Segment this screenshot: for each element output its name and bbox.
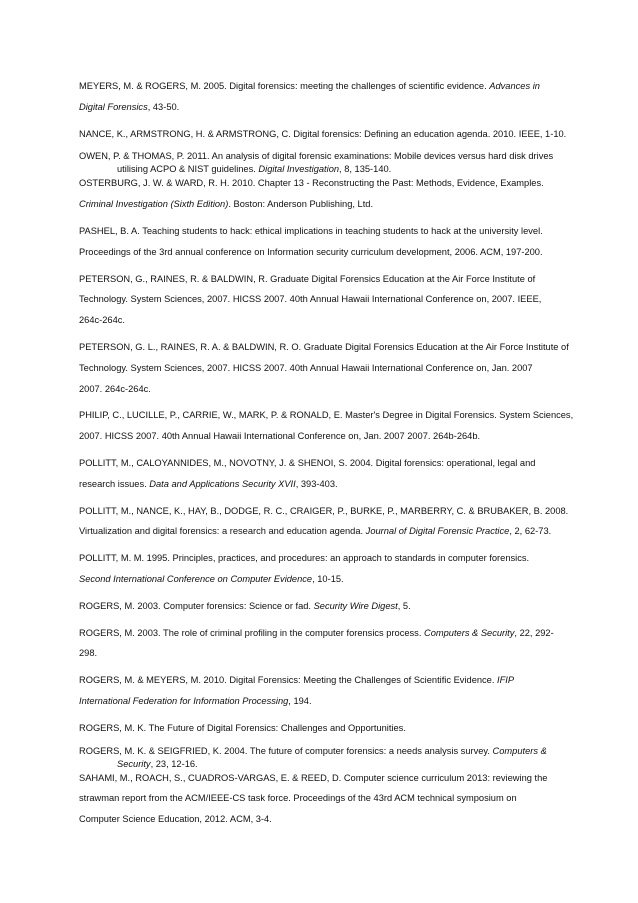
reference-line bbox=[79, 745, 559, 758]
reference-entry bbox=[79, 124, 567, 145]
reference-line bbox=[79, 124, 567, 145]
reference-line bbox=[79, 623, 559, 644]
reference-text: research issues. bbox=[79, 478, 150, 489]
reference-line bbox=[79, 269, 559, 290]
reference-line bbox=[79, 289, 559, 310]
italic-title-text: Criminal Investigation (Sixth Edition) bbox=[79, 199, 229, 210]
italic-title-text: Security bbox=[117, 758, 151, 769]
reference-text: OSTERBURG, J. W. & WARD, R. H. 2010. Chapter 13 - Reconstructing the Past: Methods, Evidence, Examples. bbox=[79, 178, 544, 189]
reference-text: SAHAMI, M., ROACH, S., CUADROS-VARGAS, E. & REED, D. Computer science curriculum 2013: reviewing the bbox=[79, 772, 548, 783]
reference-line bbox=[79, 358, 559, 379]
italic-title-text: Second International Conference on Computer Evidence bbox=[79, 573, 313, 584]
reference-entry bbox=[79, 768, 559, 830]
reference-text: Proceedings of the 3rd annual conference on Information security curriculum development, 2006. ACM, 197-200. bbox=[79, 246, 543, 257]
reference-text: MEYERS, M. & ROGERS, M. 2005. Digital forensics: meeting the challenges of scientific evidence. bbox=[79, 81, 490, 91]
reference-text: ROGERS, M. 2003. The role of criminal profiling in the computer forensics process. bbox=[79, 627, 424, 638]
italic-title-text: Journal of Digital Forensic Practice bbox=[365, 526, 510, 537]
reference-text: utilising ACPO & NIST guidelines. bbox=[117, 164, 259, 175]
italic-title-text: Computers & Security bbox=[424, 627, 515, 638]
reference-line bbox=[79, 691, 559, 712]
reference-line bbox=[79, 718, 559, 739]
reference-line bbox=[79, 150, 559, 163]
reference-text: Technology. System Sciences, 2007. HICSS 2007. 40th Annual Hawaii International Conference on, Jan. 2007 bbox=[79, 362, 533, 373]
reference-text: 2007. HICSS 2007. 40th Annual Hawaii International Conference on, Jan. 2007 2007. 264b-264b. bbox=[79, 431, 481, 442]
reference-text: , 8, 135-140. bbox=[339, 164, 392, 175]
reference-text: ROGERS, M. K. The Future of Digital Forensics: Challenges and Opportunities. bbox=[79, 722, 406, 733]
reference-line bbox=[79, 569, 559, 590]
reference-text: PHILIP, C., LUCILLE, P., CARRIE, W., MARK, P. & RONALD, E. Master's Degree in Digital Forensics. System Sciences, bbox=[79, 410, 574, 421]
italic-title-text: Digital Forensics bbox=[79, 101, 148, 112]
reference-text: , 22, 292- bbox=[514, 627, 554, 638]
reference-text: POLLITT, M., NANCE, K., HAY, B., DODGE, R. C., CRAIGER, P., BURKE, P., MARBERRY, C. & BRUBAKER, B. 2008. bbox=[79, 505, 569, 516]
reference-text: 2007. 264c-264c. bbox=[79, 383, 151, 394]
reference-line bbox=[79, 76, 559, 97]
reference-line bbox=[79, 426, 559, 447]
reference-text: POLLITT, M. M. 1995. Principles, practices, and procedures: an approach to standards in computer forensics. bbox=[79, 553, 530, 564]
reference-line bbox=[79, 405, 574, 426]
reference-entry bbox=[79, 501, 569, 543]
reference-text: 298. bbox=[79, 648, 98, 659]
reference-text: PASHEL, B. A. Teaching students to hack: ethical implications in teaching students to hack at the university level. bbox=[79, 225, 543, 236]
reference-text: , 23, 12-16. bbox=[150, 758, 198, 769]
reference-text: . Boston: Anderson Publishing, Ltd. bbox=[228, 199, 374, 210]
reference-entry bbox=[79, 405, 574, 447]
reference-line bbox=[79, 596, 559, 617]
reference-text: NANCE, K., ARMSTRONG, H. & ARMSTRONG, C. Digital forensics: Defining an education agenda. 2010. IEEE, 1-10. bbox=[79, 128, 567, 139]
reference-text: , 2, 62-73. bbox=[509, 526, 552, 537]
reference-entry bbox=[79, 548, 559, 590]
reference-entry bbox=[79, 269, 559, 331]
reference-line bbox=[79, 97, 559, 118]
reference-text: OWEN, P. & THOMAS, P. 2011. An analysis of digital forensic examinations: Mobile devices versus hard disk drives bbox=[79, 151, 554, 162]
italic-title-text: Data and Applications Security XVII bbox=[149, 478, 296, 489]
reference-line bbox=[79, 194, 559, 215]
reference-line bbox=[79, 173, 559, 194]
reference-entry bbox=[79, 221, 559, 263]
reference-line bbox=[79, 521, 559, 542]
reference-line bbox=[79, 453, 559, 474]
italic-title-text: Digital Investigation bbox=[258, 164, 340, 175]
reference-entry bbox=[79, 718, 559, 739]
reference-line bbox=[79, 337, 569, 358]
reference-text: Technology. System Sciences, 2007. HICSS 2007. 40th Annual Hawaii International Conference on, 2007. IEEE, bbox=[79, 294, 542, 305]
reference-text: ROGERS, M. & MEYERS, M. 2010. Digital Forensics: Meeting the Challenges of Scientific Evidence. bbox=[79, 675, 498, 686]
reference-text: Virtualization and digital forensics: a research and education agenda. bbox=[79, 526, 366, 537]
reference-line bbox=[79, 768, 559, 789]
reference-line bbox=[79, 379, 559, 400]
reference-list bbox=[79, 76, 574, 836]
reference-text: PETERSON, G. L., RAINES, R. A. & BALDWIN, R. O. Graduate Digital Forensics Education at the Air Force Institute of bbox=[79, 341, 569, 352]
italic-title-text: Computers & bbox=[492, 745, 547, 756]
reference-line bbox=[79, 501, 569, 522]
italic-title-text: International Federation for Information Processing bbox=[79, 695, 289, 706]
reference-line bbox=[79, 548, 559, 569]
reference-line bbox=[79, 474, 559, 495]
reference-entry bbox=[79, 337, 569, 399]
reference-text: 264c-264c. bbox=[79, 315, 125, 326]
reference-text: , 5. bbox=[397, 600, 411, 611]
reference-text: PETERSON, G., RAINES, R. & BALDWIN, R. Graduate Digital Forensics Education at the Air Force Institute of bbox=[79, 273, 536, 284]
reference-entry bbox=[79, 670, 559, 712]
reference-entry bbox=[79, 76, 559, 118]
reference-line bbox=[79, 670, 559, 691]
reference-entry bbox=[79, 596, 559, 617]
reference-text: ROGERS, M. 2003. Computer forensics: Science or fad. bbox=[79, 600, 314, 611]
reference-line bbox=[79, 221, 559, 242]
italic-title-text: Security Wire Digest bbox=[313, 600, 398, 611]
reference-line bbox=[79, 242, 559, 263]
reference-entry bbox=[79, 453, 559, 495]
reference-line bbox=[79, 788, 559, 809]
reference-entry bbox=[79, 623, 559, 665]
reference-text: POLLITT, M., CALOYANNIDES, M., NOVOTNY, J. & SHENOI, S. 2004. Digital forensics: operational, legal and bbox=[79, 457, 536, 468]
italic-title-text: Advances in bbox=[489, 81, 540, 91]
reference-entry bbox=[79, 173, 559, 215]
reference-text: Computer Science Education, 2012. ACM, 3-4. bbox=[79, 814, 272, 825]
reference-text: , 194. bbox=[288, 695, 312, 706]
reference-text: , 393-403. bbox=[295, 478, 338, 489]
reference-text: ROGERS, M. K. & SEIGFRIED, K. 2004. The future of computer forensics: a needs analysis survey. bbox=[79, 745, 493, 756]
reference-line bbox=[79, 310, 559, 331]
reference-line bbox=[79, 809, 559, 830]
italic-title-text: IFIP bbox=[497, 675, 515, 686]
reference-text: , 10-15. bbox=[312, 573, 344, 584]
reference-line bbox=[79, 643, 559, 664]
reference-text: , 43-50. bbox=[147, 101, 180, 112]
reference-text: strawman report from the ACM/IEEE-CS task force. Proceedings of the 43rd ACM technical symposium on bbox=[79, 793, 517, 804]
